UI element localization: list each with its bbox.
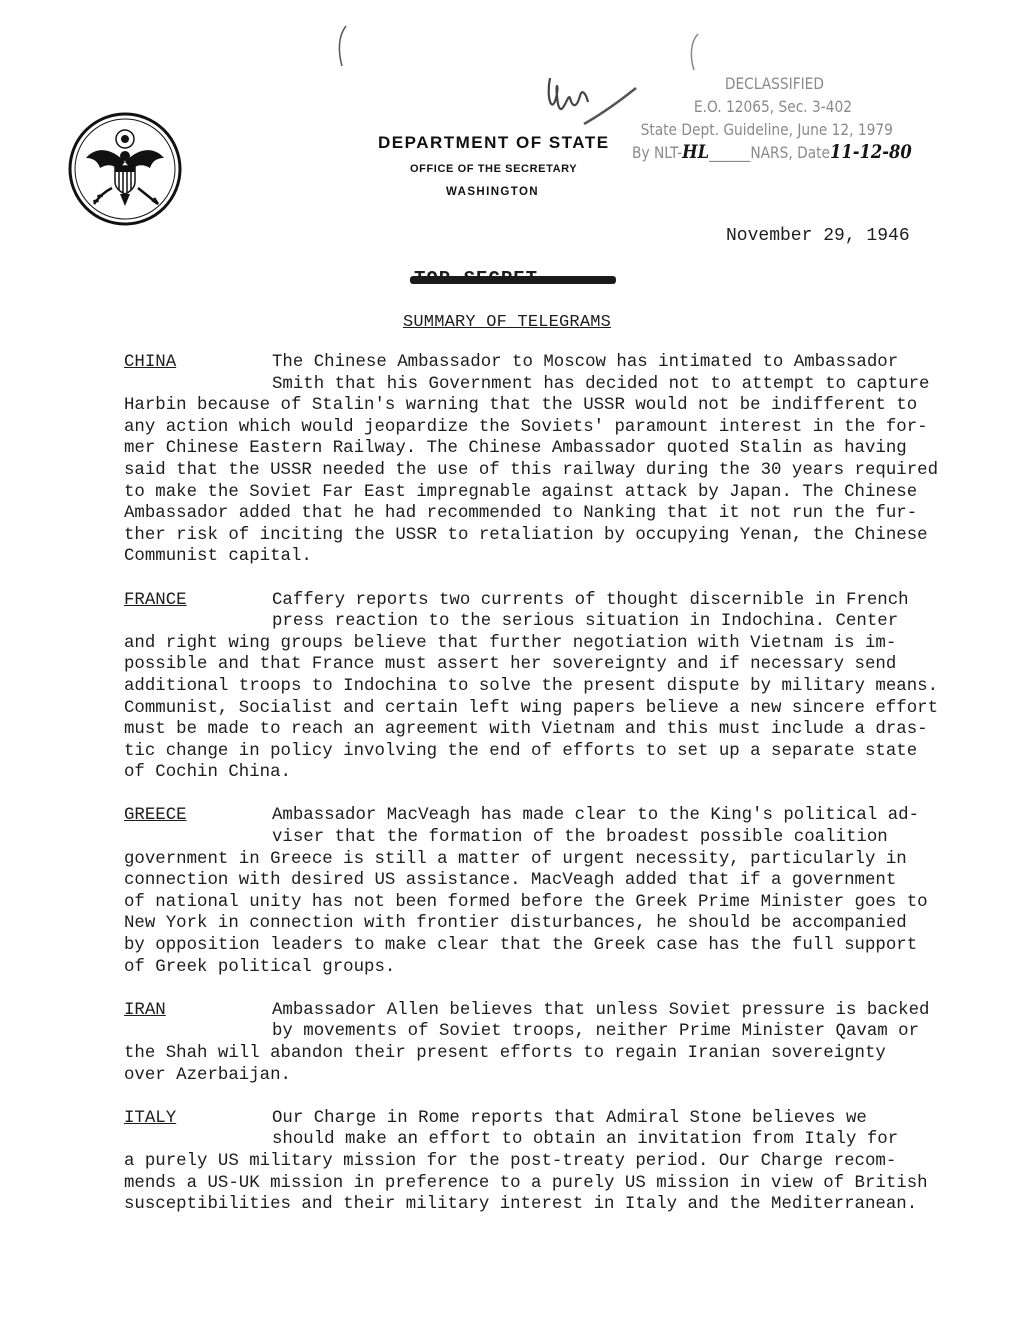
document-date: November 29, 1946 bbox=[726, 226, 910, 246]
line-text: over Azerbaijan. bbox=[124, 1065, 291, 1085]
paragraph-line bbox=[124, 827, 964, 849]
line-text: Caffery reports two currents of thought discernible in French bbox=[272, 590, 909, 610]
paragraph-line bbox=[124, 654, 964, 676]
paragraph-line bbox=[124, 590, 964, 612]
paragraph-line bbox=[124, 1043, 964, 1065]
paragraph-line bbox=[124, 633, 964, 655]
line-text: by movements of Soviet troops, neither Prime Minister Qavam or bbox=[272, 1022, 920, 1042]
country-heading: ITALY bbox=[124, 1108, 177, 1128]
line-text: The Chinese Ambassador to Moscow has intimated to Ambassador bbox=[272, 353, 899, 372]
paragraph-line bbox=[124, 1021, 964, 1043]
line-text: of Cochin China. bbox=[124, 763, 291, 783]
department-heading: DEPARTMENT OF STATE bbox=[378, 133, 610, 152]
paragraph-line bbox=[124, 870, 964, 892]
paragraph-line bbox=[124, 352, 964, 374]
line-text: Communist capital. bbox=[124, 547, 312, 567]
paragraph-line bbox=[124, 546, 964, 568]
paragraph-line bbox=[124, 957, 964, 979]
redaction-strike bbox=[410, 276, 616, 284]
declassification-stamp bbox=[632, 72, 916, 164]
line-text: possible and that France must assert her sovereignty and if necessary send bbox=[124, 655, 897, 675]
stamp-line: By NLT-HL______NARS, Date11-12-80 bbox=[632, 141, 912, 163]
line-text: of Greek political groups. bbox=[124, 957, 396, 977]
line-text: to make the Soviet Far East impregnable against attack by Japan. The Chinese bbox=[124, 482, 918, 502]
paragraph-line bbox=[124, 805, 964, 827]
handwritten-initials bbox=[536, 58, 646, 148]
telegram-section-china bbox=[124, 352, 964, 568]
paragraph-line bbox=[124, 374, 964, 396]
line-text: additional troops to Indochina to solve the present dispute by military means. bbox=[124, 676, 939, 696]
line-text: press reaction to the serious situation in Indochina. Center bbox=[272, 612, 899, 632]
paragraph-line bbox=[124, 482, 964, 504]
line-text: the Shah will abandon their present efforts to regain Iranian sovereignty bbox=[124, 1044, 886, 1063]
paragraph-line bbox=[124, 417, 964, 439]
stamp-by-label: By NLT- bbox=[632, 143, 683, 162]
line-text: by opposition leaders to make clear that the Greek case has the full support bbox=[124, 936, 918, 956]
line-text: Ambassador Allen believes that unless Soviet pressure is backed bbox=[272, 1000, 930, 1020]
line-text: tic change in policy involving the end of efforts to set up a separate state bbox=[124, 741, 918, 761]
line-text: ther risk of inciting the USSR to retaliation by occupying Yenan, the Chinese bbox=[124, 525, 928, 545]
handwritten-date: 11-12-80 bbox=[829, 141, 912, 163]
line-text: any action which would jeopardize the Soviets' paramount interest in the for- bbox=[124, 417, 928, 437]
telegram-summary-body bbox=[124, 352, 964, 1237]
line-text: should make an effort to obtain an invitation from Italy for bbox=[272, 1130, 899, 1150]
paragraph-line bbox=[124, 525, 964, 547]
line-text: viser that the formation of the broadest possible coalition bbox=[272, 828, 888, 848]
paragraph-line bbox=[124, 741, 964, 763]
paragraph-line bbox=[124, 395, 964, 417]
line-text: mends a US-UK mission in preference to a purely US mission in view of British bbox=[124, 1173, 928, 1193]
paragraph-line bbox=[124, 762, 964, 784]
telegram-section-france bbox=[124, 590, 964, 784]
paragraph-line bbox=[124, 1194, 964, 1216]
document-title: SUMMARY OF TELEGRAMS bbox=[403, 313, 612, 332]
paragraph-line bbox=[124, 719, 964, 741]
telegram-section-italy bbox=[124, 1108, 964, 1216]
line-text: susceptibilities and their military interest in Italy and the Mediterranean. bbox=[124, 1195, 918, 1215]
line-text: Ambassador added that he had recommended to Nanking that it not run the fur- bbox=[124, 504, 918, 524]
line-text: government in Greece is still a matter of urgent necessity, particularly in bbox=[124, 849, 907, 869]
paragraph-line bbox=[124, 1108, 964, 1130]
paragraph-line bbox=[124, 611, 964, 633]
country-heading: CHINA bbox=[124, 353, 177, 372]
line-text: must be made to reach an agreement with Vietnam and this must include a dras- bbox=[124, 720, 928, 740]
line-text: Communist, Socialist and certain left wing papers believe a new sincere effort bbox=[124, 698, 939, 718]
margin-mark bbox=[682, 30, 706, 74]
line-text: connection with desired US assistance. MacVeagh added that if a government bbox=[124, 871, 897, 891]
handwritten-initials-text: HL bbox=[682, 141, 710, 163]
paragraph-line bbox=[124, 892, 964, 914]
paragraph-line bbox=[124, 1000, 964, 1022]
stamp-line: E.O. 12065, Sec. 3-402 bbox=[693, 97, 853, 116]
paragraph-line bbox=[124, 460, 964, 482]
line-text: Harbin because of Stalin's warning that the USSR would not be indifferent to bbox=[124, 396, 918, 416]
line-text: and right wing groups believe that further negotiation with Vietnam is im- bbox=[124, 633, 897, 653]
stamp-line: State Dept. Guideline, June 12, 1979 bbox=[640, 120, 893, 139]
paragraph-line bbox=[124, 913, 964, 935]
city-subheading: WASHINGTON bbox=[446, 186, 540, 198]
telegram-section-greece bbox=[124, 805, 964, 978]
telegram-section-iran bbox=[124, 1000, 964, 1086]
paragraph-line bbox=[124, 438, 964, 460]
margin-mark bbox=[330, 22, 354, 70]
country-heading: FRANCE bbox=[124, 590, 187, 610]
line-text: Smith that his Government has decided not to attempt to capture bbox=[272, 374, 930, 394]
paragraph-line bbox=[124, 1151, 964, 1173]
stamp-date-label: NARS, Date bbox=[750, 143, 830, 162]
line-text: a purely US military mission for the post-treaty period. Our Charge recom- bbox=[124, 1151, 897, 1171]
line-text: said that the USSR needed the use of this railway during the 30 years required bbox=[124, 460, 939, 480]
paragraph-line bbox=[124, 698, 964, 720]
paragraph-line bbox=[124, 503, 964, 525]
office-subheading: OFFICE OF THE SECRETARY bbox=[410, 163, 578, 175]
line-text: mer Chinese Eastern Railway. The Chinese Ambassador quoted Stalin as having bbox=[124, 439, 907, 459]
line-text: Our Charge in Rome reports that Admiral Stone believes we bbox=[272, 1108, 867, 1128]
line-text: of national unity has not been formed before the Greek Prime Minister goes to bbox=[124, 892, 928, 912]
line-text: New York in connection with frontier disturbances, he should be accompanied bbox=[124, 914, 907, 934]
paragraph-line bbox=[124, 935, 964, 957]
line-text: Ambassador MacVeagh has made clear to the King's political ad- bbox=[272, 806, 920, 826]
paragraph-line bbox=[124, 849, 964, 871]
paragraph-line bbox=[124, 1129, 964, 1151]
department-seal bbox=[68, 112, 182, 226]
paragraph-line bbox=[124, 676, 964, 698]
paragraph-line bbox=[124, 1173, 964, 1195]
paragraph-line bbox=[124, 1065, 964, 1087]
stamp-line: DECLASSIFIED bbox=[724, 74, 824, 93]
country-heading: IRAN bbox=[124, 1000, 166, 1020]
country-heading: GREECE bbox=[124, 806, 187, 826]
